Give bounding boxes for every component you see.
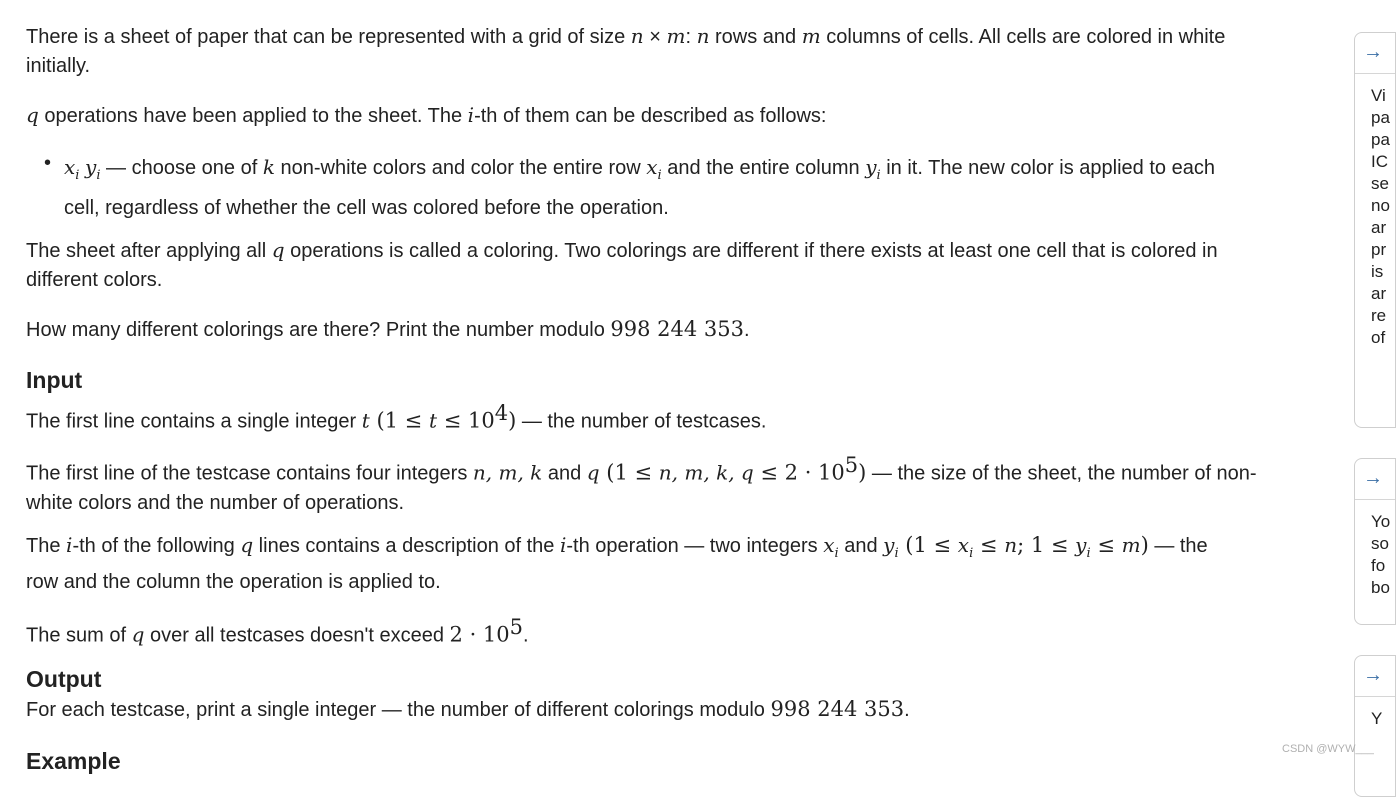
statement-paragraph-4: How many different colorings are there? Print the number modulo 998 244 353. (26, 317, 750, 341)
input-paragraph-2: The first line of the testcase contains four integers n, m, k and q (1 ≤ n, m, k, $q \le 2 \cdot 10^5$) — the size of the sheet, the number of non- white colors and the number of operations. (26, 453, 1257, 514)
card-divider (1355, 499, 1395, 500)
sidebar-card-2[interactable] (1354, 458, 1396, 625)
sidebar-card-2-text: Yo so fo bo (1371, 512, 1391, 597)
card-divider (1355, 73, 1395, 74)
output-heading: Output (26, 666, 102, 692)
example-heading: Example (26, 748, 121, 774)
sidebar-card-1-text: Vi pa pa IC se no ar pr is ar re of (1371, 86, 1390, 347)
statement-paragraph-2: q operations have been applied to the sheet. The i-th of them can be described as follows: (26, 103, 827, 127)
output-paragraph: For each testcase, print a single integer — the number of different colorings modulo 998 244 353. (26, 697, 910, 721)
operation-description: $x_i$ $y_i$ — choose one of k non-white colors and color the entire row $x_i$ and the entire column $y_i$ in it. The new color is applied to each cell, regardless of whether the cell was colored before the operation. (64, 155, 1215, 219)
statement-paragraph-1: There is a sheet of paper that can be represented with a grid of size n × m: n rows and m columns of cells. All cells are colored in white initially. (26, 24, 1226, 77)
input-paragraph-4: The sum of q over all testcases doesn't exceed $2 \cdot 10^5$. (26, 615, 529, 647)
input-paragraph-3: The i-th of the following q lines contains a description of the i-th operation — two integers $x_i$ and $y_i$ ($1 \le x_i \le n$; $1 \le y_i \le m$) — the row and the column the operation is applied to. (26, 533, 1208, 593)
card-divider (1355, 696, 1395, 697)
statement-paragraph-3: The sheet after applying all q operations is called a coloring. Two colorings are different if there exists at least one cell that is colored in different colors. (26, 238, 1218, 291)
arrow-right-icon[interactable]: → (1363, 467, 1383, 489)
arrow-right-icon[interactable]: → (1363, 664, 1383, 686)
bullet-point: • (44, 152, 52, 174)
arrow-right-icon[interactable]: → (1363, 41, 1383, 63)
sidebar-card-3-text: Y (1371, 709, 1383, 728)
sidebar-card-3[interactable] (1354, 655, 1396, 797)
watermark: CSDN @WYW___ (1282, 743, 1374, 755)
input-paragraph-1: The first line contains a single integer t $(1 \le t \le 10^4)$ — the number of testcases. (26, 401, 767, 433)
sidebar-card-1[interactable] (1354, 32, 1396, 428)
input-heading: Input (26, 367, 83, 393)
